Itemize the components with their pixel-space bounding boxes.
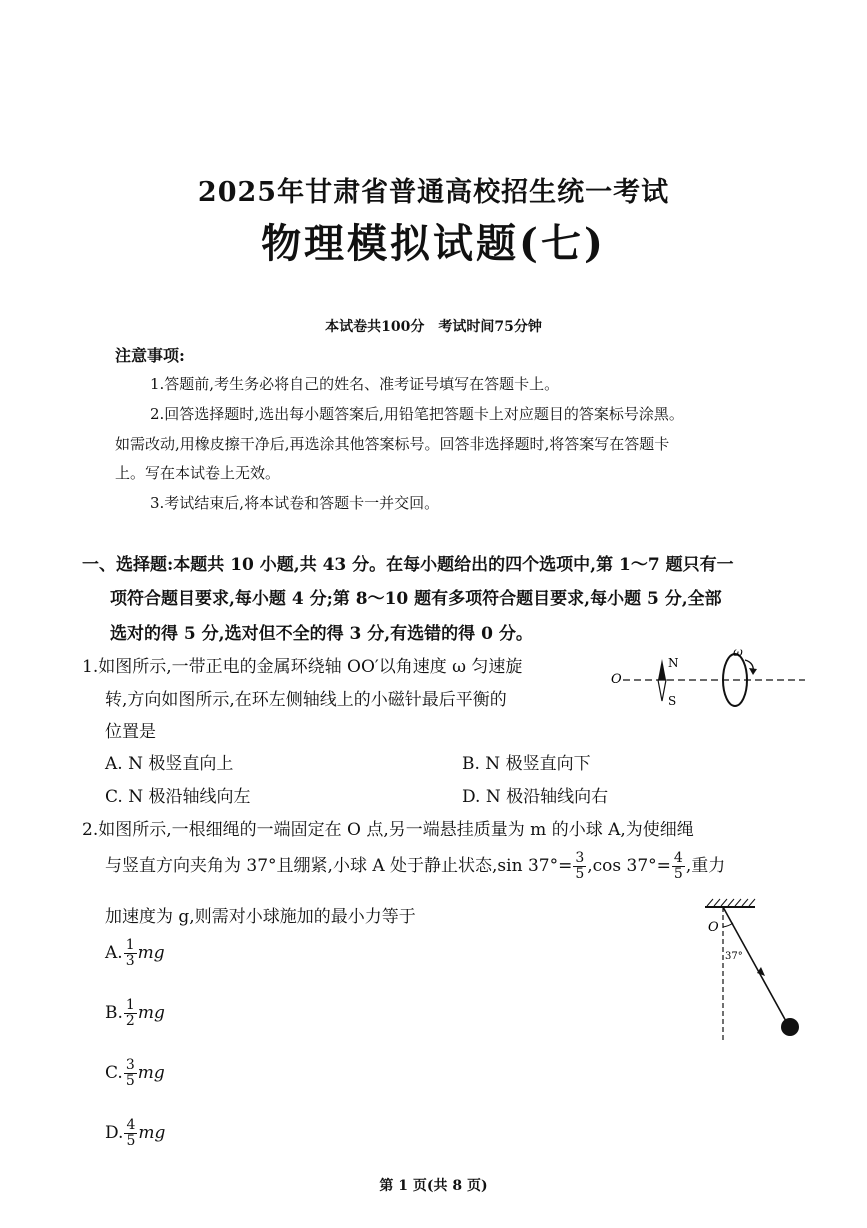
- frac-num: 1: [125, 997, 135, 1013]
- q1-option-d: D. N 极沿轴线向右: [462, 787, 609, 807]
- frac-num: 4: [126, 1117, 136, 1133]
- q2-option-d: [105, 1118, 165, 1149]
- notice-item-2: 2.回答选择题时,选出每小题答案后,用铅笔把答题卡上对应题目的答案标号涂黑。: [150, 405, 684, 423]
- needle-label-s: S: [668, 694, 677, 708]
- option-unit: mg: [137, 1063, 165, 1083]
- q2-figure: [695, 895, 815, 1045]
- q1-stem-line-1: 1.如图所示,一带正电的金属环绕轴 OO′以角速度 ω 匀速旋: [82, 657, 523, 677]
- q1-option-c: C. N 极沿轴线向左: [105, 787, 251, 807]
- string: [723, 907, 787, 1023]
- angle-arc: [723, 923, 733, 927]
- q2-stem-line-2-mid: ,cos 37°=: [587, 856, 671, 876]
- frac-num: 3: [125, 1057, 135, 1073]
- compass-needle-s: [658, 680, 666, 701]
- rotation-arrow-head: [749, 668, 757, 675]
- section-1-line-3: 选对的得 5 分,选对但不全的得 3 分,有选错的得 0 分。: [110, 624, 533, 644]
- needle-label-n: N: [668, 656, 679, 670]
- axis-label-o: O: [611, 672, 622, 687]
- q1-stem-line-2: 转,方向如图所示,在环左侧轴线上的小磁针最后平衡的: [105, 690, 507, 710]
- q1-stem-line-3: 位置是: [105, 722, 156, 742]
- point-label-o: O: [708, 920, 719, 935]
- section-1-line-1: 一、选择题:本题共 10 小题,共 43 分。在每小题给出的四个选项中,第 1～7 题只有一: [82, 555, 734, 575]
- exam-meta: 本试卷共100分 考试时间75分钟: [325, 319, 542, 335]
- sin-fraction: [573, 851, 586, 882]
- paper-title: 物理模拟试题(七): [261, 220, 606, 267]
- option-label: A.: [105, 943, 123, 963]
- compass-needle-n: [658, 659, 666, 680]
- notice-item-2-cont: 如需改动,用橡皮擦干净后,再选涂其他答案标号。回答非选择题时,将答案写在答题卡: [115, 435, 670, 453]
- frac-den: 5: [126, 1133, 136, 1149]
- notice-heading: 注意事项:: [115, 346, 185, 365]
- exam-title: 2025年甘肃省普通高校招生统一考试: [197, 177, 670, 208]
- sin-num: 3: [575, 850, 585, 866]
- q2-stem-line-2-post: ,重力: [685, 856, 726, 876]
- q2-option-c: [105, 1058, 165, 1089]
- frac-den: 5: [125, 1073, 135, 1089]
- ball-a: [781, 1018, 799, 1036]
- q2-option-a: [105, 938, 165, 969]
- section-1-line-2: 项符合题目要求,每小题 4 分;第 8～10 题有多项符合题目要求,每小题 5 分,全部: [110, 589, 722, 609]
- cos-fraction: [672, 851, 685, 882]
- option-unit: mg: [138, 1123, 166, 1143]
- frac-num: 1: [125, 937, 135, 953]
- q2-stem-line-3: 加速度为 g,则需对小球施加的最小力等于: [105, 907, 416, 927]
- notice-item-3: 3.考试结束后,将本试卷和答题卡一并交回。: [150, 494, 440, 512]
- omega-label: ω: [733, 645, 743, 659]
- frac-den: 3: [125, 953, 135, 969]
- notice-item-2-cont2: 上。写在本试卷上无效。: [115, 464, 281, 482]
- cos-den: 5: [673, 866, 683, 882]
- option-label: B.: [105, 1003, 123, 1023]
- q2-option-b: [105, 998, 165, 1029]
- sin-den: 5: [575, 866, 585, 882]
- option-label: D.: [105, 1123, 124, 1143]
- q2-stem-line-2-pre: 与竖直方向夹角为 37°且绷紧,小球 A 处于静止状态,sin 37°=: [105, 856, 573, 876]
- angle-label: 37°: [725, 951, 743, 962]
- q2-stem-line-1: 2.如图所示,一根细绳的一端固定在 O 点,另一端悬挂质量为 m 的小球 A,为使细绳: [82, 820, 694, 840]
- option-unit: mg: [137, 943, 165, 963]
- option-unit: mg: [137, 1003, 165, 1023]
- q1-figure: [605, 645, 815, 710]
- cos-num: 4: [673, 850, 683, 866]
- option-label: C.: [105, 1063, 123, 1083]
- frac-den: 2: [125, 1013, 135, 1029]
- q1-option-a: A. N 极竖直向上: [105, 754, 234, 774]
- notice-item-1: 1.答题前,考生务必将自己的姓名、准考证号填写在答题卡上。: [150, 375, 560, 393]
- ceiling-hatch: [707, 899, 755, 906]
- q2-stem-line-2: [105, 851, 725, 882]
- q1-option-b: B. N 极竖直向下: [462, 754, 591, 774]
- page-footer: 第 1 页(共 8 页): [379, 1178, 488, 1194]
